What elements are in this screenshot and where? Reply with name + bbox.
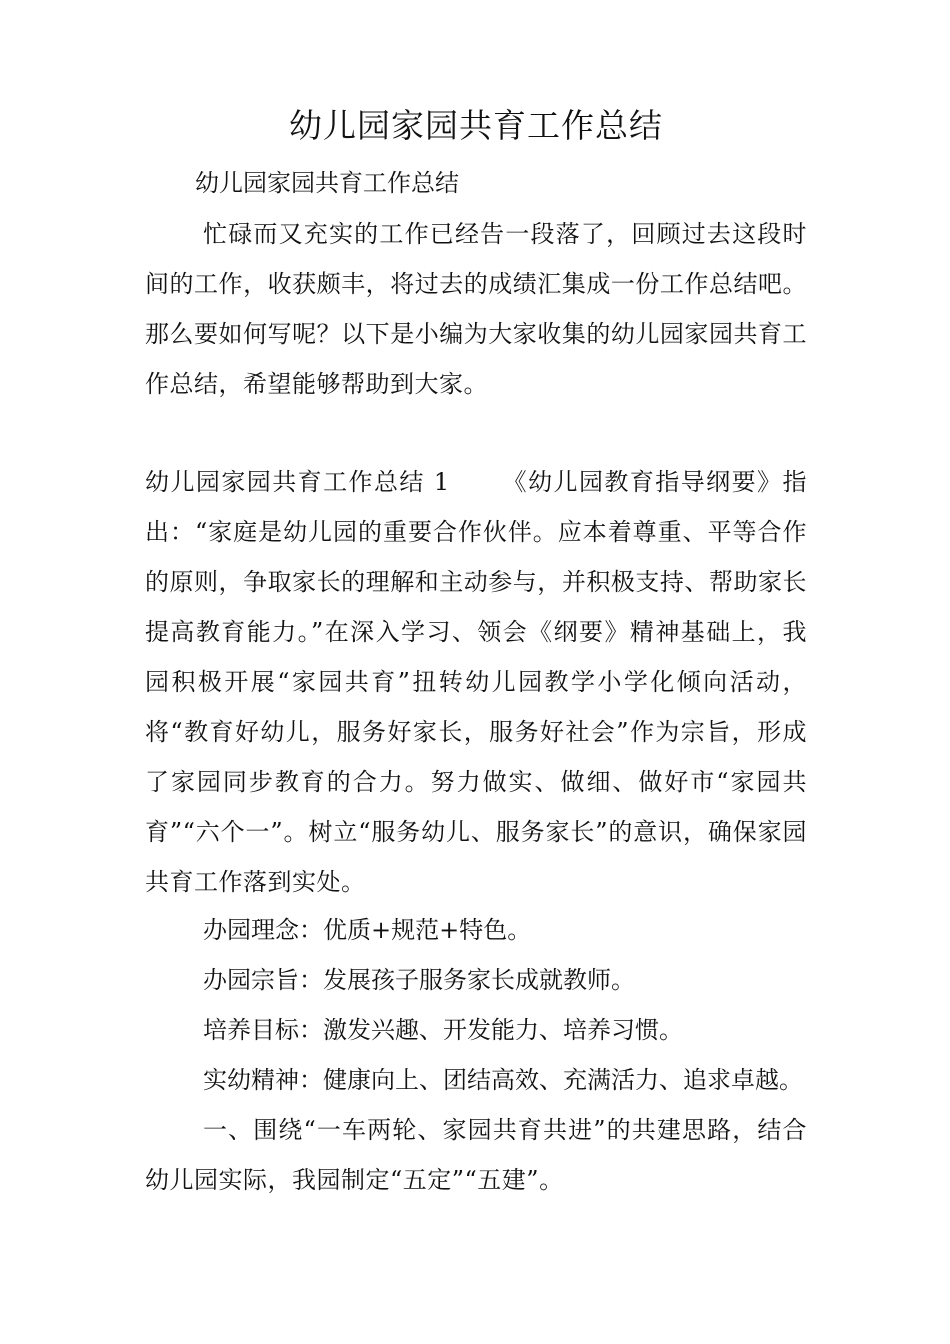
purpose-line: 办园宗旨：发展孩子服务家长成就教师。	[203, 966, 635, 994]
philosophy-line: 办园理念：优质+规范+特色。	[203, 916, 532, 944]
goal-line: 培养目标：激发兴趣、开发能力、培养习惯。	[203, 1016, 683, 1044]
document-title: 幼儿园家园共育工作总结	[289, 106, 663, 145]
section-1-paragraph	[145, 457, 807, 907]
point-one-paragraph: 一、围绕“一车两轮、家园共育共进”的共建思路，结合幼儿园实际，我园制定“五定”“五建”。	[145, 1116, 807, 1194]
intro-paragraph: 忙碌而又充实的工作已经告一段落了，回顾过去这段时间的工作，收获颇丰，将过去的成绩汇集成一份工作总结吧。那么要如何写呢？以下是小编为大家收集的幼儿园家园共育工作总结，希望能够帮助到大家。	[145, 220, 807, 398]
section-1-heading: 幼儿园家园共育工作总结 1	[145, 468, 450, 496]
spirit-line: 实幼精神：健康向上、团结高效、充满活力、追求卓越。	[203, 1066, 803, 1094]
section-1-body: 《幼儿园教育指导纲要》指出：“家庭是幼儿园的重要合作伙伴。应本着尊重、平等合作的原则，争取家长的理解和主动参与，并积极支持、帮助家长提高教育能力。”在深入学习、领会《纲要》精神基础上，我园积极开展“家园共育”扭转幼儿园教学小学化倾向活动，将“教育好幼儿，服务好家长，服务好社会”作为宗旨，形成了家园同步教育的合力。努力做实、做细、做好市“家园共育”“六个一”。树立“服务幼儿、服务家长”的意识，确保家园共育工作落到实处。	[145, 468, 807, 896]
document-subtitle: 幼儿园家园共育工作总结	[195, 169, 459, 197]
